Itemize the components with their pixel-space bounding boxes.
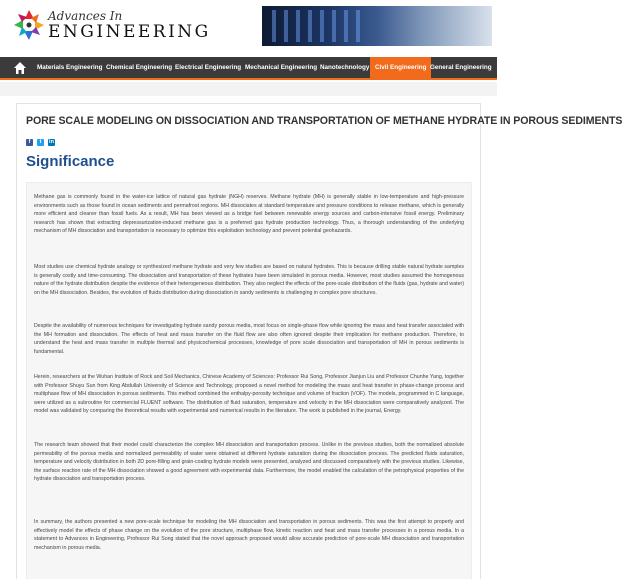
article-paragraph: Despite the availability of numerous techniques for investigating hydrate sandy porous media, most focus on single-phase flow while ignoring the mass and heat transfer associated with the MH formation and dissociation. The effects of heat and mass transfer on the fluid flow are also often ignored despite their implication for methane production. Therefore, to understand the heat and mass transfer in multiple thermal and physicochemical processes, knowledge of pore scale dissociation and transportation of MH in porous sediments is fundamental. [34,323,464,355]
home-icon[interactable] [13,61,27,75]
logo-icon[interactable] [12,8,46,42]
article-paragraph: Most studies use chemical hydrate analogy or synthesized methane hydrate and very few studies are based on natural hydrates. This is because drilling stable natural hydrate samples is generally costly and time-consuming. The dissociation and transportation of these hydrates have been simulated in porous media. However, most studies assumed the homogenous nature of the hydrate distribution despite the evidence of their heterogeneous distribution. They also neglect the effects of the pore-scale distribution of the fluids (gas, hydrate and water) on the MH dissociation. Besides, the evolution of fluids distribution during dissociation in sandy sediments is challenging in complex pore structures. [34,264,464,296]
nav-item-materials-engineering[interactable]: Materials Engineering [37,64,103,71]
nav-item-civil-engineering[interactable]: Civil Engineering [370,57,431,78]
site-logo[interactable] [48,10,211,42]
logo-line-advances: Advances In [48,9,123,23]
linkedin-share-icon[interactable]: in [49,139,54,145]
nav-spacer [0,82,497,96]
nav-item-nanotechnology[interactable]: Nanotechnology [320,64,370,71]
nav-item-general-engineering[interactable]: General Engineering [430,64,492,71]
article-paragraph: Herein, researchers at the Wuhan Institute of Rock and Soil Mechanics, Chinese Academy of Sciences: Professor Rui Song, Professor Jianjun Liu and Professor Chunhe Yang, together with Professor Shuyu Sun from King Abdullah University of Science and Technology, proposed a novel method for modeling the mass and heat transfer in phase-change process and multiphase flow of MH dissociation in porous sediments. This method combined the enthalpy-porosity technique and volume of fraction (VOF). The models, programmed in C language, were utilized as a subroutine for commercial FLUENT software. The distribution of fluid saturation, temperature and velocity in the MH dissociation were comparatively analyzed. The model was validated by comparing the theoretical results with experimental and numerical results in the literature. The work is published in the journal, Energy. [34,374,464,415]
article-paragraph: Methane gas is commonly found in the water-ice lattice of natural gas hydrate (NGH) reserves. Methane hydrate (MH) is generally stable in low-temperature and high-pressure environments such as those found in ocean sediments and permafrost regions. MH dissociates at standard temperature and pressure conditions to release methane, which is generally more efficient and cleaner than fossil fuels. As a result, MH has been viewed as a bridge fuel between renewable energy sources and carbon-intensive fossil energy. Preliminary research has shown that extracting depressurization-induced methane gas is a preferred gas hydrate production technology. Thus, a thorough understanding of the underlying mechanism of MH dissociation and transportation is necessary to optimize this exploitation technology and prevent potential geohazards. [34,194,464,235]
article-paragraph: In summary, the authors presented a new pore-scale technique for modeling the MH dissociation and transportation in porous sediments. This was the first attempt to properly and effectively model the effects of phase change on the evolution of the pore structure, multiphase flow, kinetic reaction and heat and mass transfer processes in a porous media. In a statement to Advances in Engineering, Professor Rui Song stated that the novel approach proposed would allow accurate prediction of pore-scale MH dissociation and transportation mechanism in porous media. [34,519,464,551]
nav-item-electrical-engineering[interactable]: Electrical Engineering [175,64,242,71]
facebook-share-icon[interactable]: f [26,139,33,146]
site-header [0,0,497,50]
twitter-share-icon[interactable]: t [37,139,44,146]
section-heading-significance: Significance [26,153,115,170]
nav-item-chemical-engineering[interactable]: Chemical Engineering [106,64,173,71]
article-paragraph: The research team showed that their model could characterize the complex MH dissociation and transportation process. Unlike in the previous studies, both the normalized absolute permeability of the porous media and normalized permeability of water were obtained at different hydrate saturation during the dissociation process. The predicted fluids saturation, temperature and velocity distribution in both 2D pore-filling and grain-coating hydrate models were presented, analyzed and discussed comparatively with the previous studies. Likewise, the surface reaction rate of the MH dissociation showed a good agreement with experimental data. Furthermore, the model enabled the calculation of the petrophysical properties of the hydrate dissociation and transportation process. [34,442,464,483]
nav-item-mechanical-engineering[interactable]: Mechanical Engineering [245,64,318,71]
header-banner-image [262,6,492,46]
logo-line-engineering: ENGINEERING [48,22,211,42]
article-title: PORE SCALE MODELING ON DISSOCIATION AND TRANSPORTATION OF METHANE HYDRATE IN POROUS SEDIMENTS [26,115,622,127]
main-nav [0,57,497,80]
